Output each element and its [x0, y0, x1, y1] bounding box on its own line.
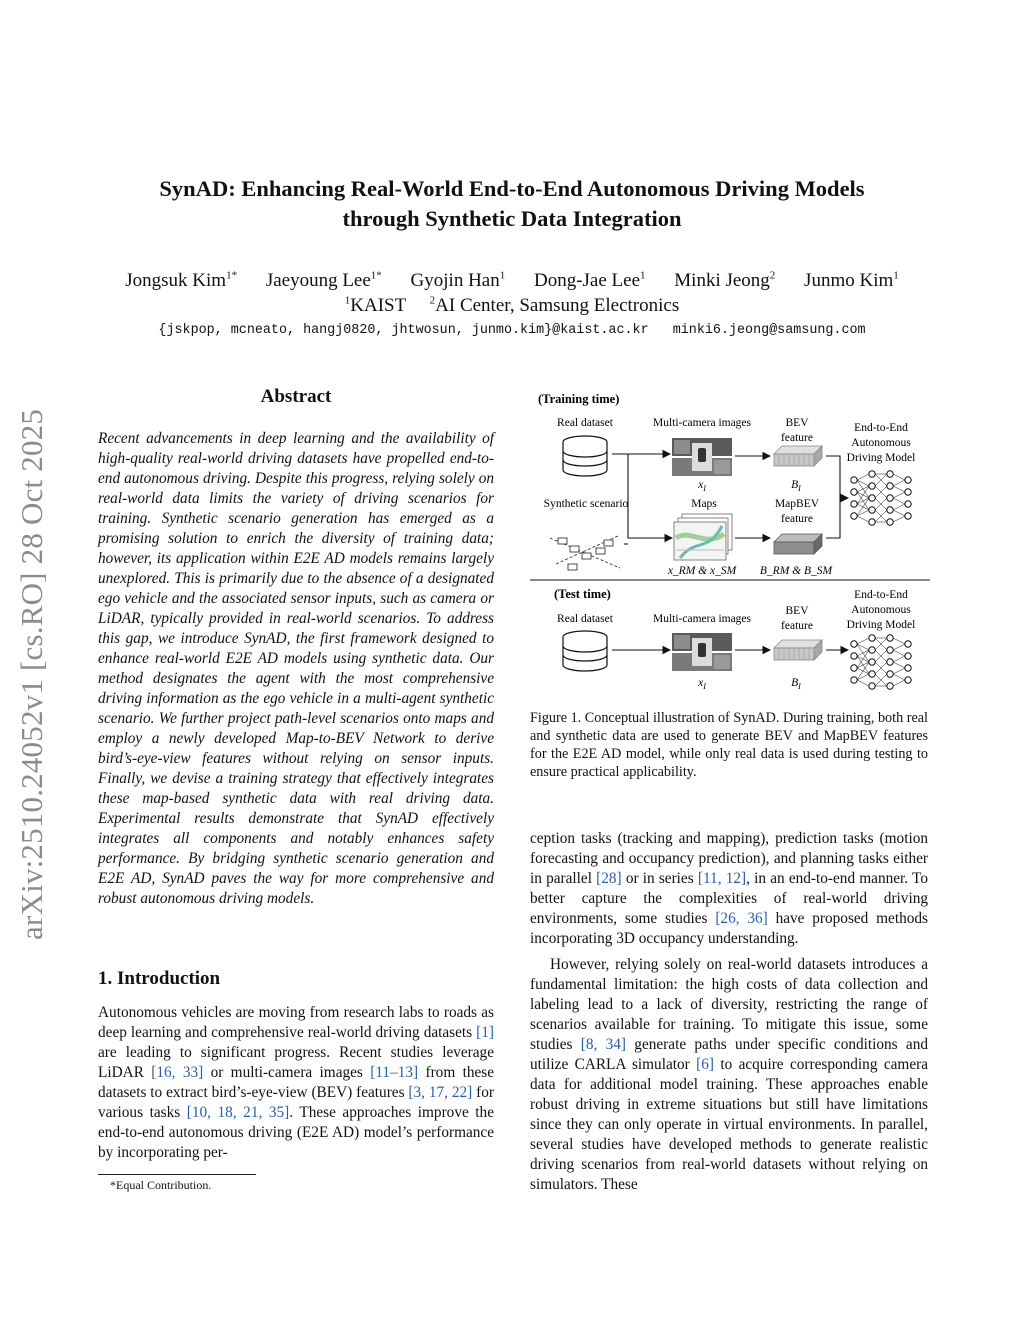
- intro-paragraph: Autonomous vehicles are moving from research labs to roads as deep learning and comprehensive real-world driving datasets [1] are leading to significant progress. Recent studies leverage LiDAR [16, 33] or multi-camera images [11–13] from these datasets to extract bird’s-eye-view (BEV) features [3, 17, 22] for various tasks [10, 18, 21, 35]. These approaches improve the end-to-end autonomous driving (E2E AD) model’s performance by incorporating per-: [98, 1004, 495, 1161]
- x-rm-sm-label: x_RM & x_SM: [667, 565, 737, 577]
- citation-link[interactable]: [10, 18, 21, 35]: [186, 1104, 290, 1121]
- author-emails: {jskpop, mcneato, hangj0820, jhtwosun, junmo.kim}@kaist.ac.kr minki6.jeong@samsung.com: [158, 323, 866, 338]
- affiliation: $^1$KAIST: [344, 295, 406, 317]
- e2e-label-3: Driving Model: [846, 452, 916, 464]
- bev-feature-icon: [774, 446, 822, 466]
- e2e-label-1: End-to-End: [854, 422, 908, 434]
- training-time-label: (Training time): [538, 392, 620, 406]
- arxiv-stamp: arXiv:2510.24052v1 [cs.RO] 28 Oct 2025: [14, 408, 49, 940]
- citation-link[interactable]: [1]: [476, 1024, 494, 1041]
- map-stack-icon: [674, 514, 732, 560]
- footnote-rule: [98, 1174, 256, 1175]
- b-i-label: $B_I$: [791, 677, 801, 691]
- author: Gyojin Han$^1$: [410, 270, 506, 292]
- citation-link[interactable]: [16, 33]: [151, 1064, 204, 1081]
- database-icon: [563, 631, 607, 671]
- author-list: [0, 270, 1024, 292]
- e2e-label-2: Autonomous: [851, 437, 911, 449]
- title-line-2: through Synthetic Data Integration: [342, 206, 682, 231]
- e2e-label-3: Driving Model: [846, 619, 916, 631]
- author: Dong-Jae Lee$^1$: [533, 270, 646, 292]
- bev-feature-icon: [774, 640, 822, 660]
- paragraph: ception tasks (tracking and mapping), prediction tasks (motion forecasting and occupancy prediction), and planning tasks either in parallel [28] or in series [11, 12], in an end-to-end manner. To better capture the complexities of real-world driving environments, some studies [26, 36] have proposed methods incorporating 3D occupancy understanding.: [530, 830, 928, 947]
- footnote: *Equal Contribution.: [110, 1178, 212, 1192]
- camera-images: [672, 633, 732, 671]
- e2e-label-1: End-to-End: [854, 589, 908, 601]
- author: Jongsuk Kim$^{1*}$: [125, 270, 238, 292]
- paper-title: [0, 174, 1024, 234]
- camera-images: [672, 438, 732, 476]
- citation-link[interactable]: [3, 17, 22]: [408, 1084, 473, 1101]
- real-dataset-label: Real dataset: [557, 417, 613, 429]
- b-i-label: $B_I$: [791, 479, 801, 493]
- citation-link[interactable]: [11, 12]: [697, 870, 747, 887]
- title-line-1: SynAD: Enhancing Real-World End-to-End Autonomous Driving Models: [159, 176, 865, 201]
- figure-1: [530, 388, 930, 700]
- affiliations: [0, 295, 1024, 317]
- x-i-label: $x_I$: [698, 479, 706, 493]
- citation-link[interactable]: [11–13]: [370, 1064, 419, 1081]
- bev-label-1: BEV: [785, 605, 809, 617]
- test-time-label: (Test time): [554, 587, 611, 601]
- real-dataset-label: Real dataset: [557, 613, 613, 625]
- figure-caption: Figure 1. Conceptual illustration of SynAD. During training, both real and synthetic data are used to generate BEV and MapBEV features for the E2E AD model, while only real data is used during testing to ensure practical applicability.: [530, 710, 928, 780]
- bev-label-1: BEV: [785, 417, 809, 429]
- citation-link[interactable]: [6]: [696, 1056, 714, 1073]
- author: Jaeyoung Lee$^{1*}$: [265, 270, 382, 292]
- mapbev-label-1: MapBEV: [774, 498, 820, 510]
- abstract-heading: Abstract: [260, 386, 332, 407]
- mapbev-feature-icon: [774, 534, 822, 554]
- x-i-label: $x_I$: [698, 677, 706, 691]
- paragraph: However, relying solely on real-world datasets introduces a fundamental limitation: the high costs of data collection and labeling lead to a lack of diversity, restricting the range of scenarios available for training. To mitigate this issue, some studies [8, 34] generate paths under specific conditions and utilize CARLA simulator [6] to acquire corresponding camera data for additional model training. These approaches enable robust driving in extreme situations but still have limitations since they can only operate in virtual environments. In parallel, several studies have developed methods to generate realistic driving scenarios from real-world datasets without relying on simulators. These: [530, 956, 928, 1193]
- author: Minki Jeong$^2$: [674, 270, 776, 292]
- maps-label: Maps: [691, 498, 717, 510]
- neural-network-icon: [851, 635, 911, 689]
- database-icon: [563, 436, 607, 476]
- citation-link[interactable]: [28]: [596, 870, 622, 887]
- bev-label-2: feature: [781, 620, 813, 632]
- author: Junmo Kim$^1$: [804, 270, 899, 292]
- citation-link[interactable]: [8, 34]: [580, 1036, 627, 1053]
- abstract-body: Recent advancements in deep learning and the availability of high-quality real-world driving datasets have propelled end-to-end autonomous driving. Despite this progress, relying solely on real-world data limits the variety of driving scenarios for training. Synthetic scenario generation has emerged as a promising solution to enrich the diversity of training data; however, its application within E2E AD models remains largely unexplored. This is primarily due to the absence of a designated ego vehicle and the associated sensor inputs, such as camera or LiDAR, typically provided in real-world scenarios. To address this gap, we introduce SynAD, the first framework designed to enhance real-world E2E AD models using synthetic data. Our method designates the agent with the most comprehensive driving information as the ego vehicle in a multi-agent synthetic scenario. We further project path-level scenarios onto maps and employ a newly developed Map-to-BEV Network to derive bird’s-eye-view features without relying on sensor inputs. Finally, we devise a training strategy that effectively integrates these map-based synthetic data with real driving data. Experimental results demonstrate that SynAD effectively integrates all components and notably enhances safety performance. By bridging synthetic scenario generation and E2E AD, SynAD paves the way for more comprehensive and robust autonomous driving models.: [98, 430, 494, 907]
- affiliation: $^2$AI Center, Samsung Electronics: [429, 295, 680, 317]
- synthetic-scenario-label: Synthetic scenario: [543, 498, 629, 510]
- bev-label-2: feature: [781, 432, 813, 444]
- e2e-label-2: Autonomous: [851, 604, 911, 616]
- right-column-text: [530, 829, 928, 1201]
- b-rm-sm-label: B_RM & B_SM: [759, 565, 833, 577]
- mapbev-label-2: feature: [781, 513, 813, 525]
- neural-network-icon: [851, 471, 911, 525]
- multi-camera-label: Multi-camera images: [652, 417, 752, 429]
- section-heading: 1. Introduction: [98, 968, 221, 989]
- multi-camera-label: Multi-camera images: [652, 613, 752, 625]
- synthetic-scenario-icon: [550, 536, 620, 570]
- citation-link[interactable]: [26, 36]: [715, 910, 768, 927]
